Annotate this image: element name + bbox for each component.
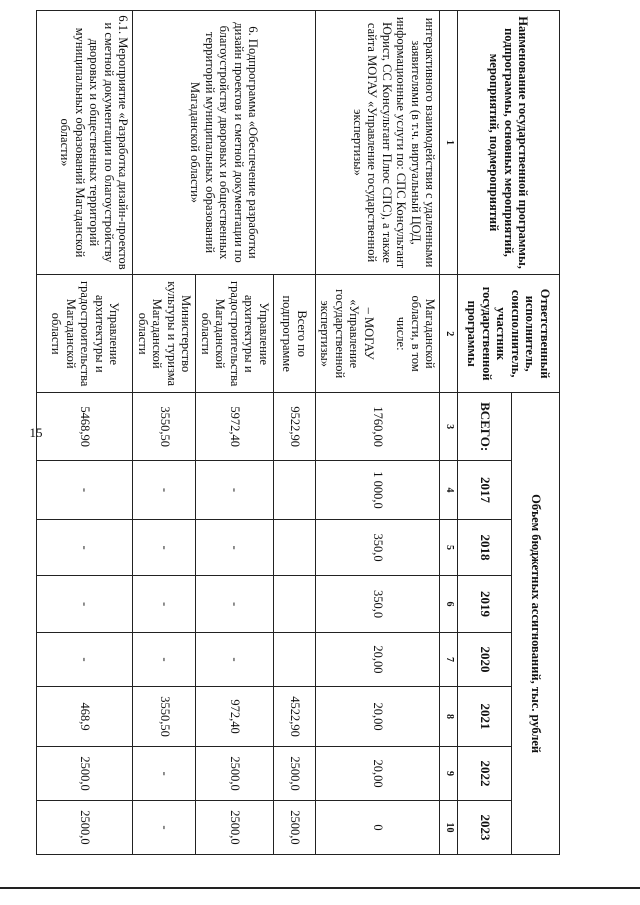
value-cell: - xyxy=(133,800,196,854)
value-cell: - xyxy=(133,576,196,633)
value-cell: 2500,0 xyxy=(37,800,133,854)
row-name: 6.1. Мероприятие «Разработка дизайн-проектов и сметной документации по благоустройству дворовых и общественных территорий муниципальных образований Магаданской области» xyxy=(37,11,133,275)
header-year: 2023 xyxy=(458,800,512,854)
value-cell: - xyxy=(37,460,133,519)
budget-table-rotated xyxy=(49,10,560,855)
value-cell xyxy=(274,460,316,519)
value-cell: 20,00 xyxy=(316,747,441,801)
header-executor: Ответственный исполнитель, соисполнитель, участник государственной программы xyxy=(458,275,560,393)
table-row xyxy=(274,11,316,855)
row-executor: Управление архитектуры и градостроительства Магаданской области xyxy=(196,275,274,393)
value-cell: 2500,0 xyxy=(37,747,133,801)
value-cell: - xyxy=(133,633,196,687)
executor-line: – МОГАУ «Управление государственной экспертизы» xyxy=(318,289,376,379)
header-budget: Объем бюджетных ассигнований, тыс. рублей xyxy=(512,393,560,855)
value-cell: 4522,90 xyxy=(274,686,316,746)
value-cell: 5468,90 xyxy=(37,393,133,461)
column-number: 9 xyxy=(440,747,458,801)
value-cell: 468,9 xyxy=(37,686,133,746)
column-number: 4 xyxy=(440,460,458,519)
page-number: 15 xyxy=(29,425,43,440)
budget-table xyxy=(37,10,561,855)
executor-line: Магаданской области, в том числе: xyxy=(394,295,438,372)
value-cell: - xyxy=(133,747,196,801)
column-number: 6 xyxy=(440,576,458,633)
value-cell: 0 xyxy=(316,800,441,854)
row-executor xyxy=(316,275,441,393)
table-row xyxy=(316,11,441,855)
row-name: 6. Подпрограмма «Обеспечение разработки дизайн проектов и сметной документации по благоустройству дворовых и общественных территорий муниципальных образований Магаданской области» xyxy=(133,11,316,275)
column-number: 7 xyxy=(440,633,458,687)
header-name: Наименование государственной программы, подпрограммы, основных мероприятий, мероприятий, подмероприятий xyxy=(458,11,560,275)
table-row xyxy=(37,11,133,855)
header-year: 2020 xyxy=(458,633,512,687)
value-cell: - xyxy=(196,460,274,519)
value-cell xyxy=(274,633,316,687)
header-year: 2019 xyxy=(458,576,512,633)
value-cell: - xyxy=(133,520,196,576)
value-cell: - xyxy=(196,520,274,576)
value-cell: 20,00 xyxy=(316,633,441,687)
value-cell: - xyxy=(37,633,133,687)
header-year: 2017 xyxy=(458,460,512,519)
value-cell: - xyxy=(37,520,133,576)
column-number: 3 xyxy=(440,393,458,461)
value-cell: 350,0 xyxy=(316,576,441,633)
value-cell: 3550,50 xyxy=(133,686,196,746)
row-name: интерактивного взаимодействия с удаленными заявителями (в т.ч. виртуальный ЦОД, информационные услуги по: СПС Консультант Юрист, СС Консультант Плюс СПС), а также сайта МОГАУ «Управление государственной экспертизы» xyxy=(316,11,441,275)
value-cell: 2500,0 xyxy=(196,747,274,801)
header-total: ВСЕГО: xyxy=(458,393,512,461)
value-cell: 972,40 xyxy=(196,686,274,746)
column-number: 5 xyxy=(440,520,458,576)
row-executor: Управление архитектуры и градостроительства Магаданской области xyxy=(37,275,133,393)
value-cell: 1 000,0 xyxy=(316,460,441,519)
value-cell xyxy=(274,576,316,633)
value-cell: 3550,50 xyxy=(133,393,196,461)
header-year: 2018 xyxy=(458,520,512,576)
column-number: 10 xyxy=(440,800,458,854)
row-executor: Всего по подпрограмме xyxy=(274,275,316,393)
row-executor: Министерство культуры и туризма Магаданской области xyxy=(133,275,196,393)
value-cell xyxy=(274,520,316,576)
value-cell: 9522,90 xyxy=(274,393,316,461)
value-cell: 350,0 xyxy=(316,520,441,576)
value-cell: 20,00 xyxy=(316,686,441,746)
page-bottom-rule xyxy=(0,887,640,889)
value-cell: - xyxy=(196,576,274,633)
column-number: 1 xyxy=(440,11,458,275)
column-number: 8 xyxy=(440,686,458,746)
value-cell: 5972,40 xyxy=(196,393,274,461)
value-cell: - xyxy=(37,576,133,633)
value-cell: 2500,0 xyxy=(196,800,274,854)
value-cell: - xyxy=(196,633,274,687)
header-year: 2022 xyxy=(458,747,512,801)
column-number: 2 xyxy=(440,275,458,393)
value-cell: 2500,0 xyxy=(274,747,316,801)
value-cell: 1760,00 xyxy=(316,393,441,461)
header-year: 2021 xyxy=(458,686,512,746)
value-cell: - xyxy=(133,460,196,519)
value-cell: 2500,0 xyxy=(274,800,316,854)
